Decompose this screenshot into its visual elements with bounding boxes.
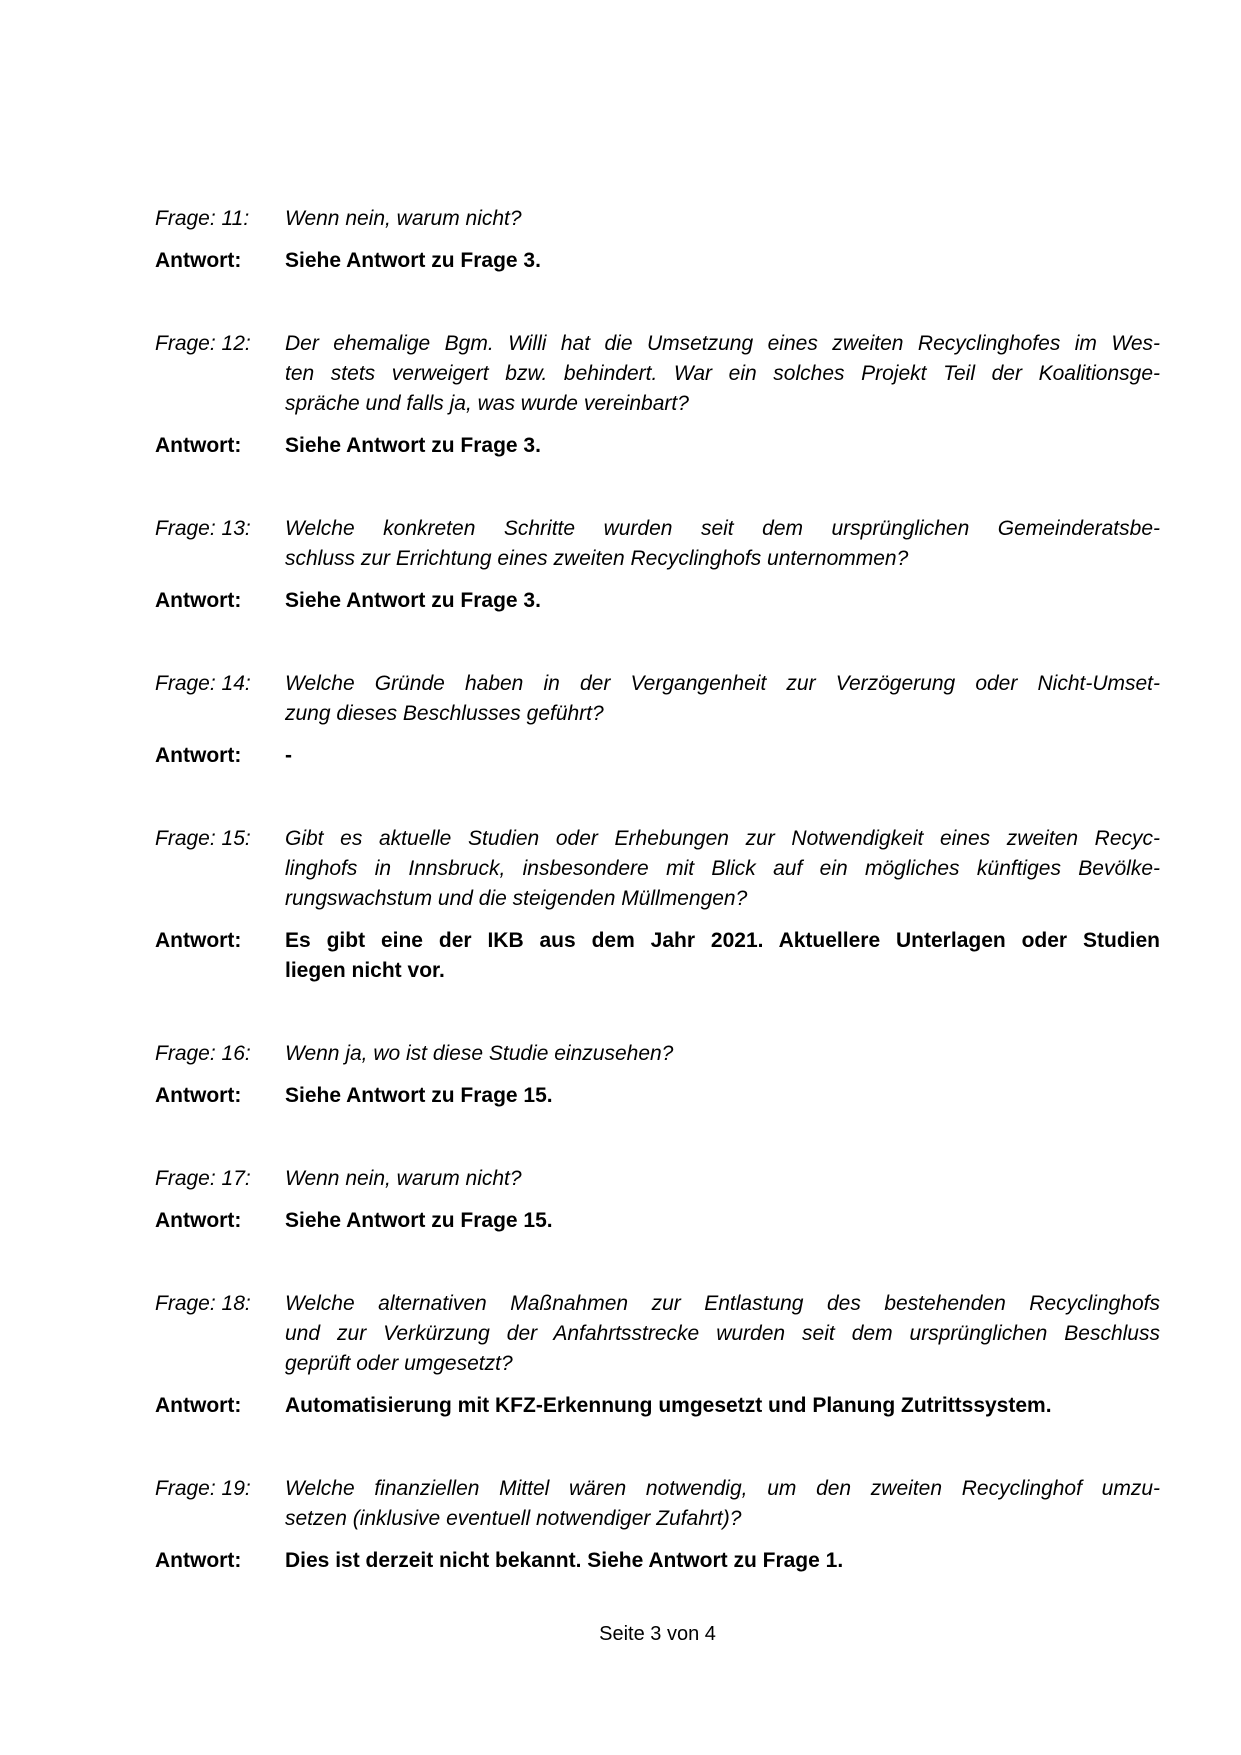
answer-text xyxy=(285,586,1160,616)
answer-line: Siehe Antwort zu Frage 15. xyxy=(285,1209,553,1232)
answer-line: Siehe Antwort zu Frage 3. xyxy=(285,434,541,457)
question-row xyxy=(155,329,1160,419)
answer-row xyxy=(155,926,1160,986)
question-text xyxy=(285,204,1160,234)
answer-label: Antwort: xyxy=(155,589,242,612)
question-text xyxy=(285,1039,1160,1069)
answer-row xyxy=(155,1546,1160,1576)
answer-line: Siehe Antwort zu Frage 3. xyxy=(285,249,541,272)
answer-text xyxy=(285,926,1160,986)
question-line: linghofs in Innsbruck, insbesondere mit Blick auf ein mögliches künftiges Bevölke- xyxy=(285,857,1160,880)
answer-text xyxy=(285,1206,1160,1236)
question-label: Frage: 15: xyxy=(155,827,251,850)
answer-row xyxy=(155,431,1160,461)
question-text xyxy=(285,824,1160,914)
question-line: schluss zur Errichtung eines zweiten Recyclinghofs unternommen? xyxy=(285,547,909,570)
qa-block xyxy=(155,1289,1160,1421)
question-row xyxy=(155,1474,1160,1534)
question-line: Welche Gründe haben in der Vergangenheit zur Verzögerung oder Nicht-Umset- xyxy=(285,672,1160,695)
answer-line: Siehe Antwort zu Frage 3. xyxy=(285,589,541,612)
answer-row xyxy=(155,1206,1160,1236)
question-line: Gibt es aktuelle Studien oder Erhebungen zur Notwendigkeit eines zweiten Recyc- xyxy=(285,827,1160,850)
qa-block xyxy=(155,329,1160,461)
answer-label: Antwort: xyxy=(155,1394,242,1417)
question-row xyxy=(155,1039,1160,1069)
question-text xyxy=(285,1474,1160,1534)
qa-block xyxy=(155,204,1160,276)
page-footer xyxy=(155,1622,1160,1646)
qa-block xyxy=(155,1474,1160,1576)
qa-block xyxy=(155,1039,1160,1111)
question-line: rungswachstum und die steigenden Müllmengen? xyxy=(285,887,748,910)
answer-label: Antwort: xyxy=(155,434,242,457)
question-line: ten stets verweigert bzw. behindert. War ein solches Projekt Teil der Koalitionsge- xyxy=(285,362,1160,385)
question-label: Frage: 17: xyxy=(155,1167,251,1190)
question-label: Frage: 11: xyxy=(155,207,250,230)
answer-row xyxy=(155,1081,1160,1111)
question-line: geprüft oder umgesetzt? xyxy=(285,1352,513,1375)
answer-line: Siehe Antwort zu Frage 15. xyxy=(285,1084,553,1107)
question-label: Frage: 18: xyxy=(155,1292,251,1315)
answer-row xyxy=(155,741,1160,771)
answer-text xyxy=(285,1391,1160,1421)
qa-block xyxy=(155,669,1160,771)
question-text xyxy=(285,1289,1160,1379)
answer-label: Antwort: xyxy=(155,249,242,272)
answer-label: Antwort: xyxy=(155,1209,242,1232)
answer-label: Antwort: xyxy=(155,1084,242,1107)
question-text xyxy=(285,329,1160,419)
question-line: spräche und falls ja, was wurde vereinbart? xyxy=(285,392,689,415)
answer-row xyxy=(155,246,1160,276)
question-line: Wenn nein, warum nicht? xyxy=(285,207,522,230)
answer-text xyxy=(285,1546,1160,1576)
question-label: Frage: 19: xyxy=(155,1477,251,1500)
answer-label: Antwort: xyxy=(155,929,242,952)
question-line: und zur Verkürzung der Anfahrtsstrecke wurden seit dem ursprünglichen Beschluss xyxy=(285,1322,1160,1345)
answer-text xyxy=(285,741,1160,771)
answer-text xyxy=(285,1081,1160,1111)
qa-list xyxy=(155,204,1160,1629)
question-text xyxy=(285,1164,1160,1194)
answer-text xyxy=(285,431,1160,461)
answer-row xyxy=(155,1391,1160,1421)
question-line: Welche alternativen Maßnahmen zur Entlastung des bestehenden Recyclinghofs xyxy=(285,1292,1160,1315)
question-row xyxy=(155,824,1160,914)
answer-line: liegen nicht vor. xyxy=(285,959,445,982)
answer-line: Automatisierung mit KFZ-Erkennung umgesetzt und Planung Zutrittssystem. xyxy=(285,1394,1052,1417)
question-line: setzen (inklusive eventuell notwendiger Zufahrt)? xyxy=(285,1507,742,1530)
qa-block xyxy=(155,1164,1160,1236)
answer-label: Antwort: xyxy=(155,744,242,767)
question-line: zung dieses Beschlusses geführt? xyxy=(285,702,604,725)
answer-text xyxy=(285,246,1160,276)
question-text xyxy=(285,514,1160,574)
qa-block xyxy=(155,824,1160,986)
page-number-label: Seite 3 von 4 xyxy=(599,1623,716,1645)
question-label: Frage: 16: xyxy=(155,1042,251,1065)
question-row xyxy=(155,1164,1160,1194)
question-line: Wenn nein, warum nicht? xyxy=(285,1167,522,1190)
answer-line: Es gibt eine der IKB aus dem Jahr 2021. Aktuellere Unterlagen oder Studien xyxy=(285,929,1160,952)
answer-label: Antwort: xyxy=(155,1549,242,1572)
question-row xyxy=(155,1289,1160,1379)
answer-line: - xyxy=(285,744,292,767)
question-label: Frage: 12: xyxy=(155,332,251,355)
question-row xyxy=(155,514,1160,574)
question-line: Welche konkreten Schritte wurden seit dem ursprünglichen Gemeinderatsbe- xyxy=(285,517,1160,540)
answer-row xyxy=(155,586,1160,616)
question-row xyxy=(155,204,1160,234)
question-row xyxy=(155,669,1160,729)
answer-line: Dies ist derzeit nicht bekannt. Siehe Antwort zu Frage 1. xyxy=(285,1549,844,1572)
question-label: Frage: 14: xyxy=(155,672,251,695)
qa-block xyxy=(155,514,1160,616)
question-text xyxy=(285,669,1160,729)
question-line: Wenn ja, wo ist diese Studie einzusehen? xyxy=(285,1042,674,1065)
question-label: Frage: 13: xyxy=(155,517,251,540)
question-line: Welche finanziellen Mittel wären notwendig, um den zweiten Recyclinghof umzu- xyxy=(285,1477,1160,1500)
question-line: Der ehemalige Bgm. Willi hat die Umsetzung eines zweiten Recyclinghofes im Wes- xyxy=(285,332,1160,355)
